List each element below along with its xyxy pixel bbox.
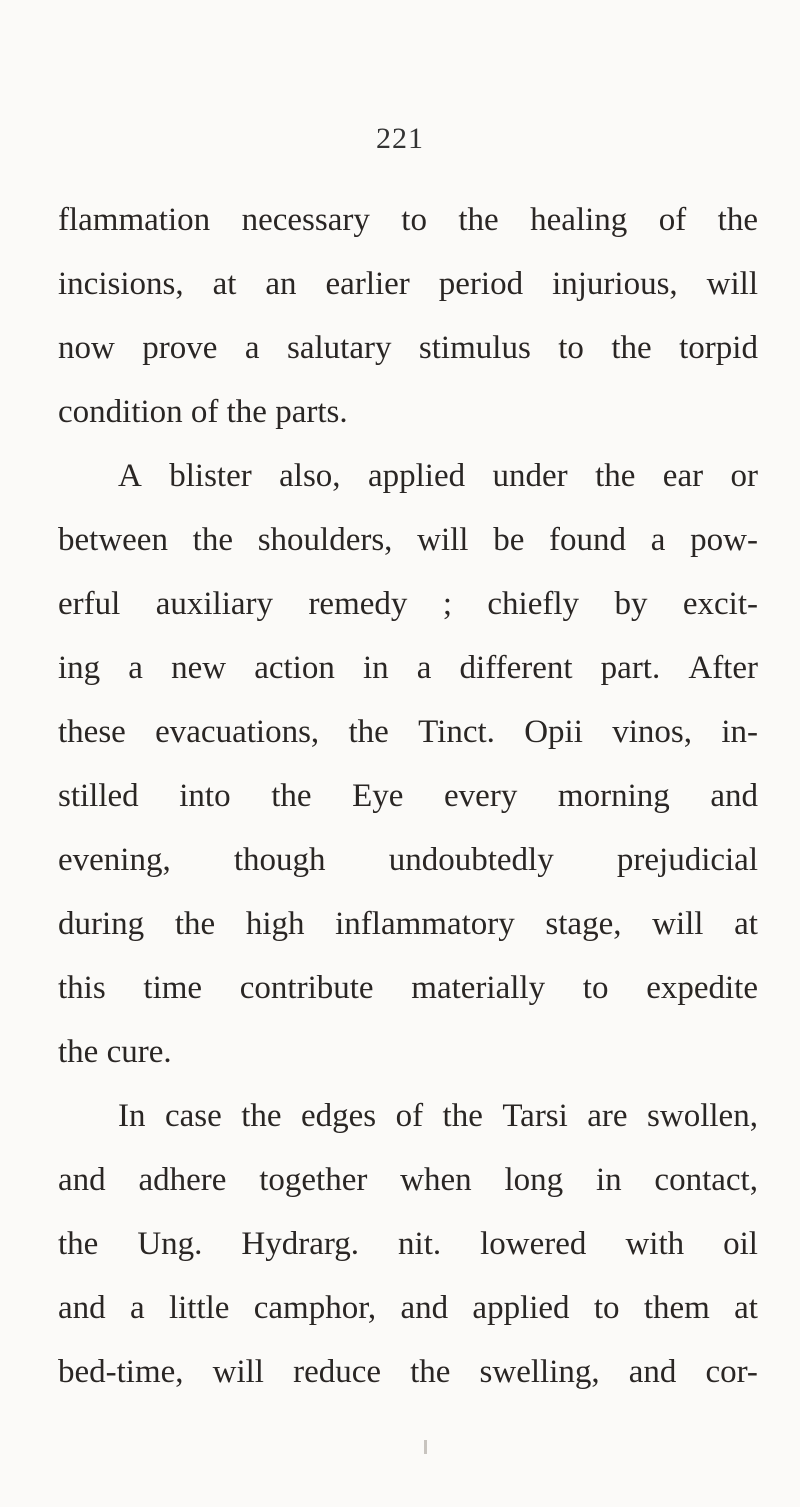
text-line: erful auxiliary remedy ; chiefly by excit- bbox=[58, 586, 758, 622]
text-line: and adhere together when long in contact, bbox=[58, 1162, 758, 1198]
text-line: this time contribute materially to expedite bbox=[58, 970, 758, 1006]
text-line: stilled into the Eye every morning and bbox=[58, 778, 758, 814]
text-line: ing a new action in a different part. After bbox=[58, 650, 758, 686]
body-text bbox=[58, 188, 758, 1404]
page-mark bbox=[424, 1440, 427, 1454]
text-line: evening, though undoubtedly prejudicial bbox=[58, 842, 758, 878]
text-line: during the high inflammatory stage, will at bbox=[58, 906, 758, 942]
text-line: condition of the parts. bbox=[58, 394, 348, 430]
text-line: bed-time, will reduce the swelling, and cor- bbox=[58, 1354, 758, 1390]
text-line: flammation necessary to the healing of the bbox=[58, 202, 758, 238]
text-line: the Ung. Hydrarg. nit. lowered with oil bbox=[58, 1226, 758, 1262]
text-line: the cure. bbox=[58, 1034, 172, 1070]
text-line: between the shoulders, will be found a pow- bbox=[58, 522, 758, 558]
text-line: these evacuations, the Tinct. Opii vinos, in- bbox=[58, 714, 758, 750]
page-number: 221 bbox=[376, 122, 424, 155]
text-line: and a little camphor, and applied to them at bbox=[58, 1290, 758, 1326]
text-line: In case the edges of the Tarsi are swollen, bbox=[118, 1098, 758, 1134]
text-line: now prove a salutary stimulus to the torpid bbox=[58, 330, 758, 366]
text-line: A blister also, applied under the ear or bbox=[118, 458, 758, 494]
text-line: incisions, at an earlier period injurious, will bbox=[58, 266, 758, 302]
